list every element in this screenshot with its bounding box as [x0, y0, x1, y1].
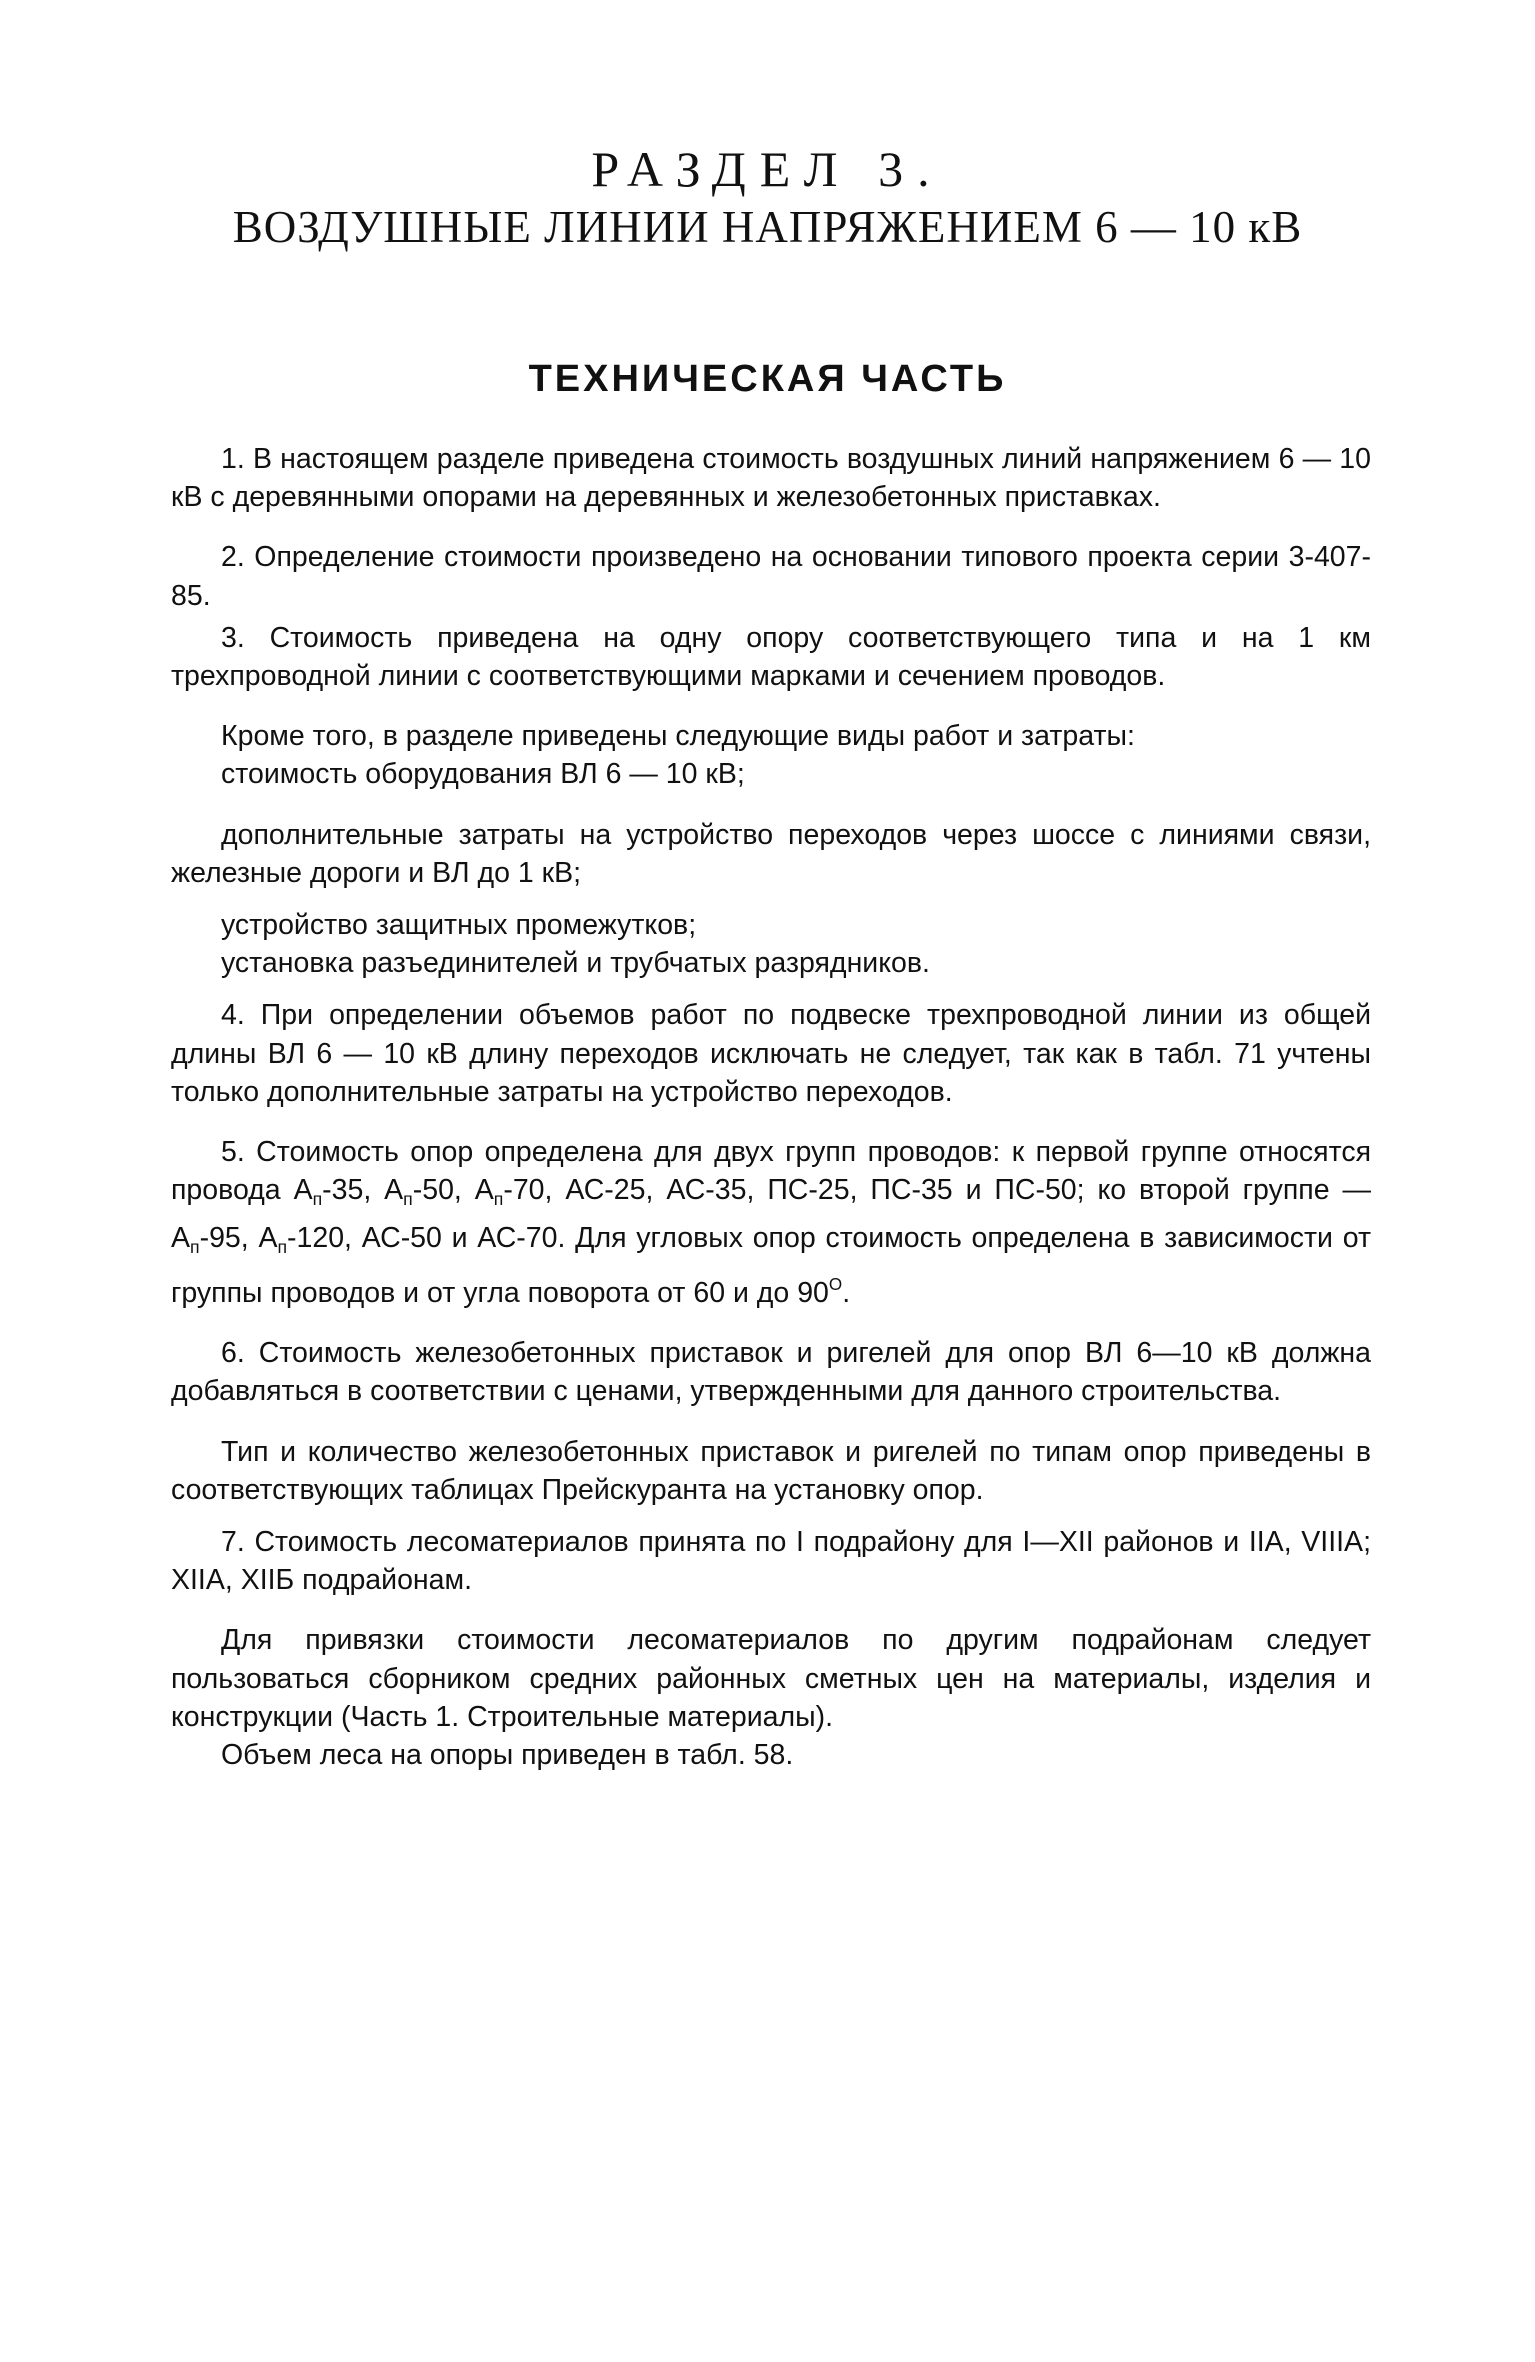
paragraph-6: 6. Стоимость железобетонных приставок и ригелей для опор ВЛ 6—10 кВ должна добавляться в соответствии с ценами, утвержденными для данного строительства. — [171, 1337, 1371, 1408]
list-item-protective-gaps: устройство защитных промежутков; — [221, 909, 697, 942]
paragraph-1: 1. В настоящем разделе приведена стоимость воздушных линий напряжением 6 — 10 кВ с деревянными опорами на деревянных и железобетонных приставках. — [171, 443, 1371, 514]
document-body — [171, 440, 1371, 1774]
paragraph-6-types: Тип и количество железобетонных приставок и ригелей по типам опор приведены в соответствующих таблицах Прейскуранта на установку опор. — [171, 1435, 1371, 1506]
paragraph-7-volume: Объем леса на опоры приведен в табл. 58. — [221, 1739, 794, 1771]
paragraph-7: 7. Стоимость лесоматериалов принята по I подрайону для I—XII районов и IIА, VIIIА; XIIА, XIIБ подрайонам. — [171, 1525, 1371, 1597]
list-item-disconnectors: установка разъединителей и трубчатых разрядников. — [221, 947, 930, 980]
section-title-block — [0, 140, 1535, 256]
technical-part-heading: ТЕХНИЧЕСКАЯ ЧАСТЬ — [528, 358, 1007, 400]
paragraph-3: 3. Стоимость приведена на одну опору соответствующего типа и на 1 км трехпроводной линии с соответствующими марками и сечением проводов. — [171, 621, 1371, 693]
paragraph-4: 4. При определении объемов работ по подвеске трехпроводной линии из общей длины ВЛ 6 — 10 кВ длину переходов исключать не следует, так как в табл. 71 учтены только дополнительные затраты на устройство переходов. — [171, 999, 1371, 1108]
list-item-equipment: стоимость оборудования ВЛ 6 — 10 кВ; — [221, 758, 745, 791]
paragraph-5: 5. Стоимость опор определена для двух групп проводов: к первой группе относятся провода $А_п-35$, $А_п-50$, $А_п-70$, АС-25, АС-35, ПС-25, ПС-35 и ПС-50; ко второй группе — $А_п-95$, $А_п-120$, АС-50 и АС-70. Для угловых опор стоимость определена в зависимости от группы проводов и от угла поворота от 60 и до $90^О$. — [171, 1136, 1371, 1309]
paragraph-7-reference: Для привязки стоимости лесоматериалов по другим подрайонам следует пользоваться сборником средних районных сметных цен на материалы, изделия и конструкции (Часть 1. Строительные материалы). — [171, 1624, 1371, 1733]
paragraph-3-intro: Кроме того, в разделе приведены следующие виды работ и затраты: — [221, 720, 1135, 753]
section-number: РАЗДЕЛ 3. — [591, 141, 944, 197]
list-item-crossings: дополнительные затраты на устройство переходов через шоссе с линиями связи, железные дороги и ВЛ до 1 кВ; — [171, 818, 1371, 889]
section-title: ВОЗДУШНЫЕ ЛИНИИ НАПРЯЖЕНИЕМ 6 — 10 кВ — [232, 202, 1303, 252]
paragraph-2: 2. Определение стоимости произведено на основании типового проекта серии 3-407-85. — [171, 541, 1371, 612]
